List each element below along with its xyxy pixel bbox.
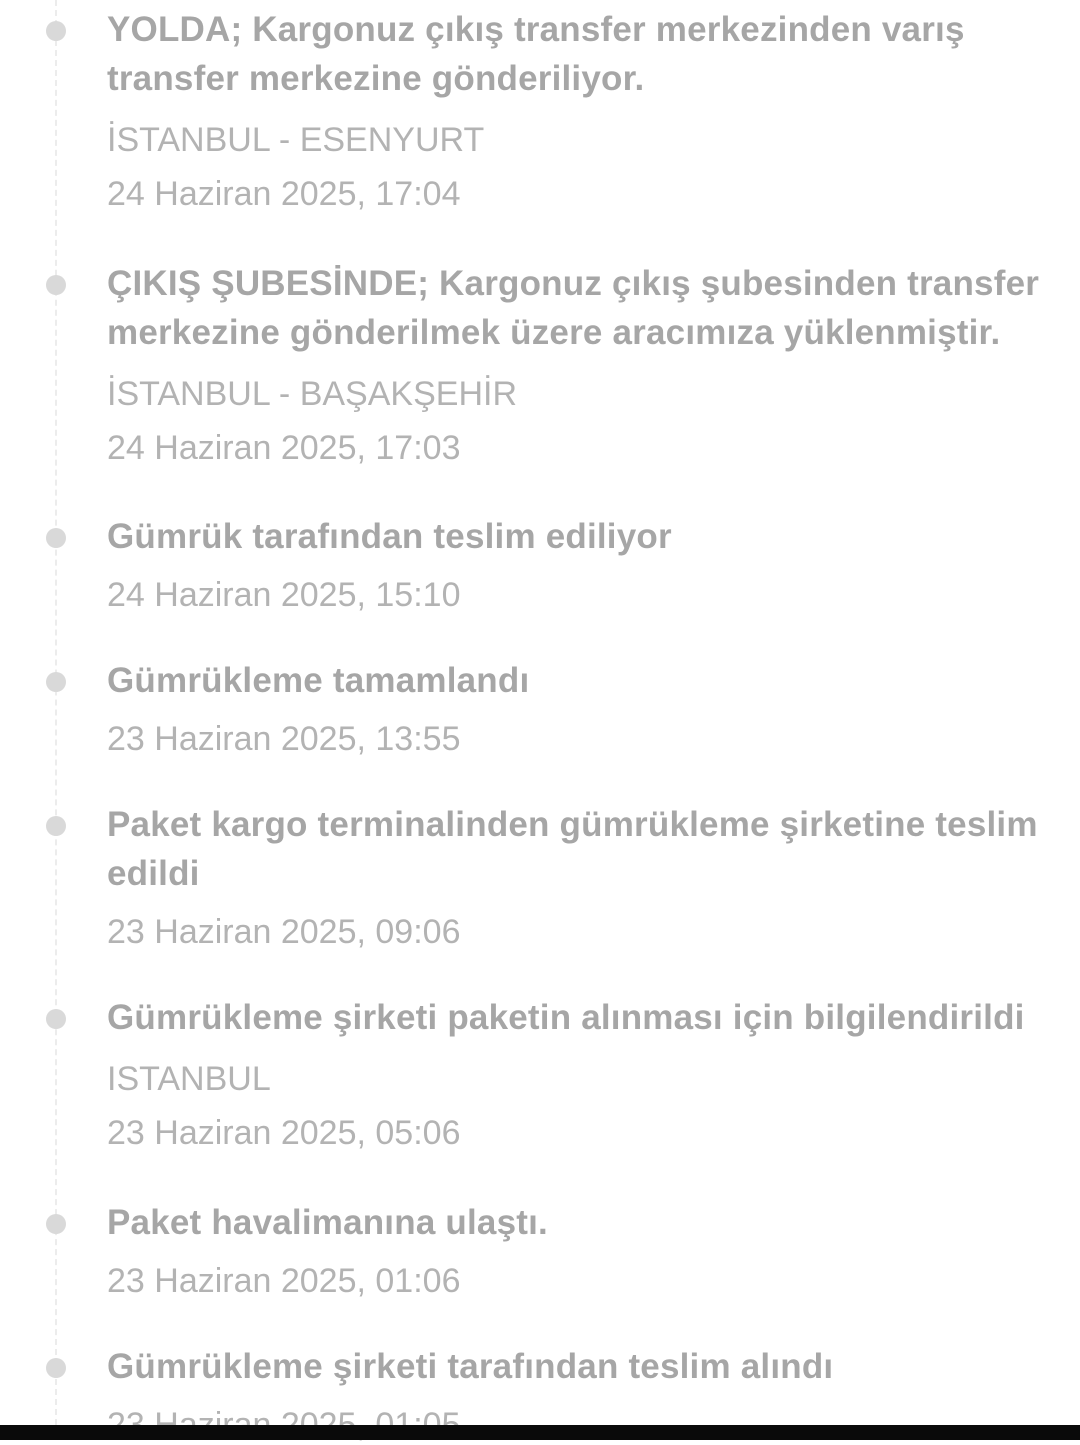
event-location: İSTANBUL - BAŞAKŞEHİR bbox=[107, 375, 517, 413]
event-status: Gümrükleme tamamlandı bbox=[107, 661, 530, 700]
event-details bbox=[107, 800, 1047, 952]
event-details bbox=[107, 259, 1047, 468]
timeline-dot-icon bbox=[46, 1358, 66, 1378]
timeline-dot-icon bbox=[46, 21, 66, 41]
timeline-line bbox=[55, 0, 57, 1425]
event-details bbox=[107, 656, 1047, 759]
event-timestamp: 23 Haziran 2025, 09:06 bbox=[107, 913, 461, 951]
event-location: ISTANBUL bbox=[107, 1060, 271, 1098]
timeline-dot-icon bbox=[46, 1009, 66, 1029]
event-status: Gümrükleme şirketi paketin alınması için bilgilendirildi bbox=[107, 998, 1025, 1037]
event-status: YOLDA; Kargonuz çıkış transfer merkezinden varış transfer merkezine gönderiliyor. bbox=[107, 10, 965, 98]
bottom-edge-bar bbox=[0, 1425, 1080, 1440]
event-details bbox=[107, 993, 1047, 1153]
timeline-dot-icon bbox=[46, 1214, 66, 1234]
event-status: Paket kargo terminalinden gümrükleme şirketine teslim edildi bbox=[107, 805, 1038, 893]
event-status: Paket havalimanına ulaştı. bbox=[107, 1203, 548, 1242]
event-location: İSTANBUL - ESENYURT bbox=[107, 121, 485, 159]
event-status: ÇIKIŞ ŞUBESİNDE; Kargonuz çıkış şubesinden transfer merkezine gönderilmek üzere aracımıza yüklenmiştir. bbox=[107, 264, 1040, 352]
timeline-dot-icon bbox=[46, 672, 66, 692]
event-timestamp: 23 Haziran 2025, 13:55 bbox=[107, 720, 461, 758]
event-details bbox=[107, 5, 1047, 214]
event-timestamp: 23 Haziran 2025, 05:06 bbox=[107, 1114, 461, 1152]
event-timestamp: 24 Haziran 2025, 17:04 bbox=[107, 175, 461, 213]
timeline-dot-icon bbox=[46, 528, 66, 548]
timeline-dot-icon bbox=[46, 275, 66, 295]
event-details bbox=[107, 1198, 1047, 1301]
event-status: Gümrük tarafından teslim ediliyor bbox=[107, 517, 672, 556]
event-timestamp: 24 Haziran 2025, 15:10 bbox=[107, 576, 461, 614]
event-timestamp: 23 Haziran 2025, 01:06 bbox=[107, 1262, 461, 1300]
event-status: Gümrükleme şirketi tarafından teslim alındı bbox=[107, 1347, 834, 1386]
event-timestamp: 24 Haziran 2025, 17:03 bbox=[107, 429, 461, 467]
event-details bbox=[107, 512, 1047, 615]
timeline-dot-icon bbox=[46, 816, 66, 836]
